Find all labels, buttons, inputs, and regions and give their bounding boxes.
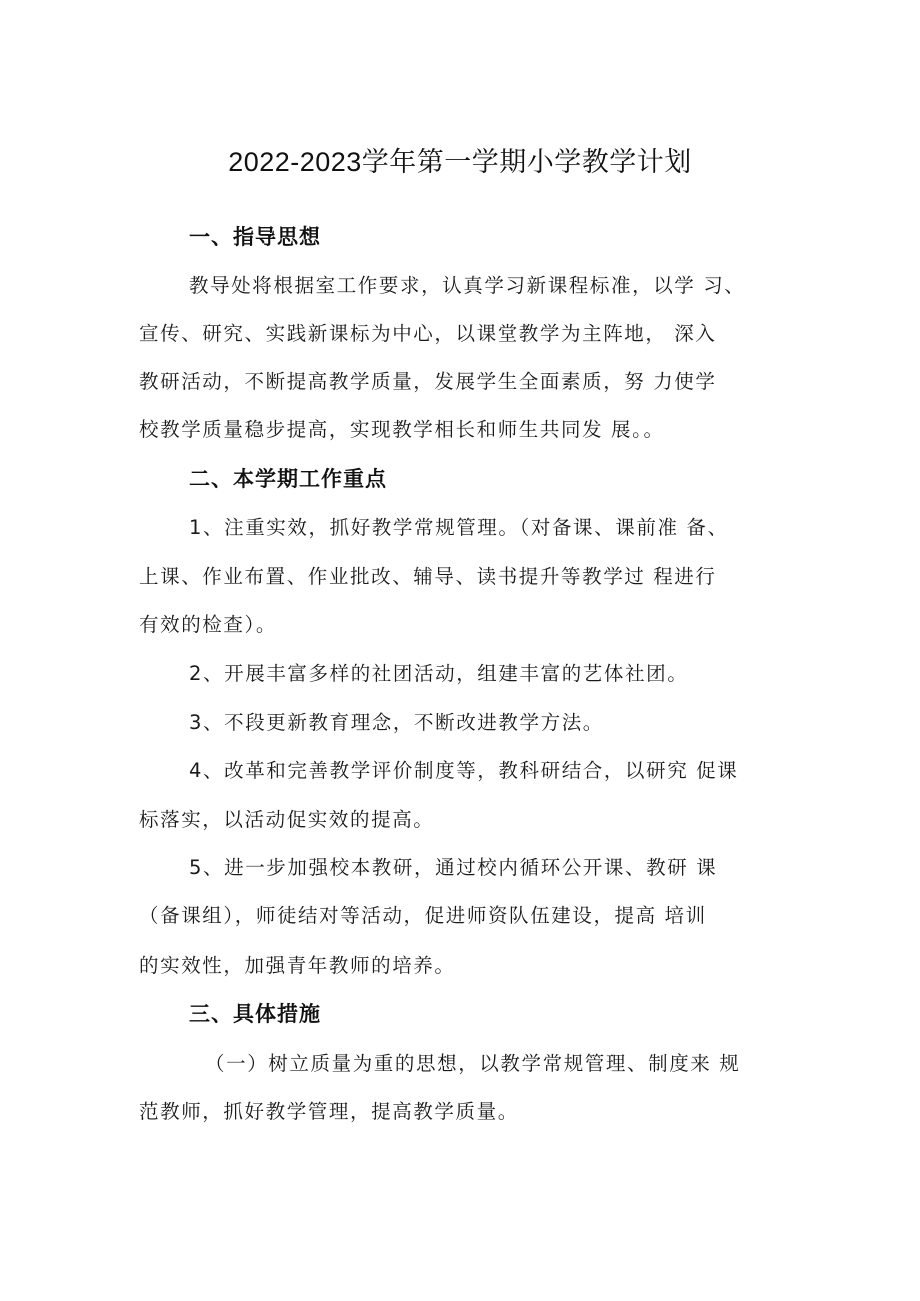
paragraph-line: 有效的检查）。	[139, 613, 277, 636]
paragraph-line: 标落实，以活动促实效的提高。	[139, 808, 435, 831]
paragraph-line: 宣传、研究、实践新课标为中心，以课堂教学为主阵地， 深入	[139, 322, 717, 345]
paragraph-line: 教研活动，不断提高教学质量，发展学生全面素质，努 力使学	[139, 370, 717, 393]
paragraph-line: 上课、作业布置、作业批改、辅导、读书提升等教学过 程进行	[139, 565, 717, 588]
paragraph-line: 的实效性，加强青年教师的培养。	[139, 954, 456, 977]
paragraph-line: 校教学质量稳步提高，实现教学相长和师生共同发 展。。	[139, 418, 665, 441]
paragraph-line: 范教师，抓好教学管理，提高教学质量。	[139, 1100, 519, 1123]
paragraph-line: 2、开展丰富多样的社团活动，组建丰富的艺体社团。	[189, 662, 689, 685]
paragraph-line: 3、不段更新教育理念，不断改进教学方法。	[189, 711, 604, 734]
paragraph-line: 1、注重实效，抓好教学常规管理。（对备课、课前准 备、	[189, 516, 729, 539]
section-heading-guiding-ideology: 一、指导思想	[189, 225, 321, 249]
section-heading-measures: 三、具体措施	[189, 1002, 321, 1026]
section-heading-key-work: 二、本学期工作重点	[189, 467, 387, 491]
paragraph-line: 教导处将根据室工作要求，认真学习新课程标准，以学 习、	[189, 274, 746, 297]
paragraph-line: （一）树立质量为重的思想，以教学常规管理、制度来 规	[205, 1052, 741, 1075]
paragraph-line: （备课组），师徒结对等活动，促进师资队伍建设，提高 培训	[139, 904, 707, 927]
paragraph-line: 4、改革和完善教学评价制度等，教科研结合，以研究 促课	[189, 759, 739, 782]
paragraph-line: 5、进一步加强校本教研，通过校内循环公开课、教研 课	[189, 856, 718, 879]
document-title: 2022-2023学年第一学期小学教学计划	[228, 147, 692, 177]
